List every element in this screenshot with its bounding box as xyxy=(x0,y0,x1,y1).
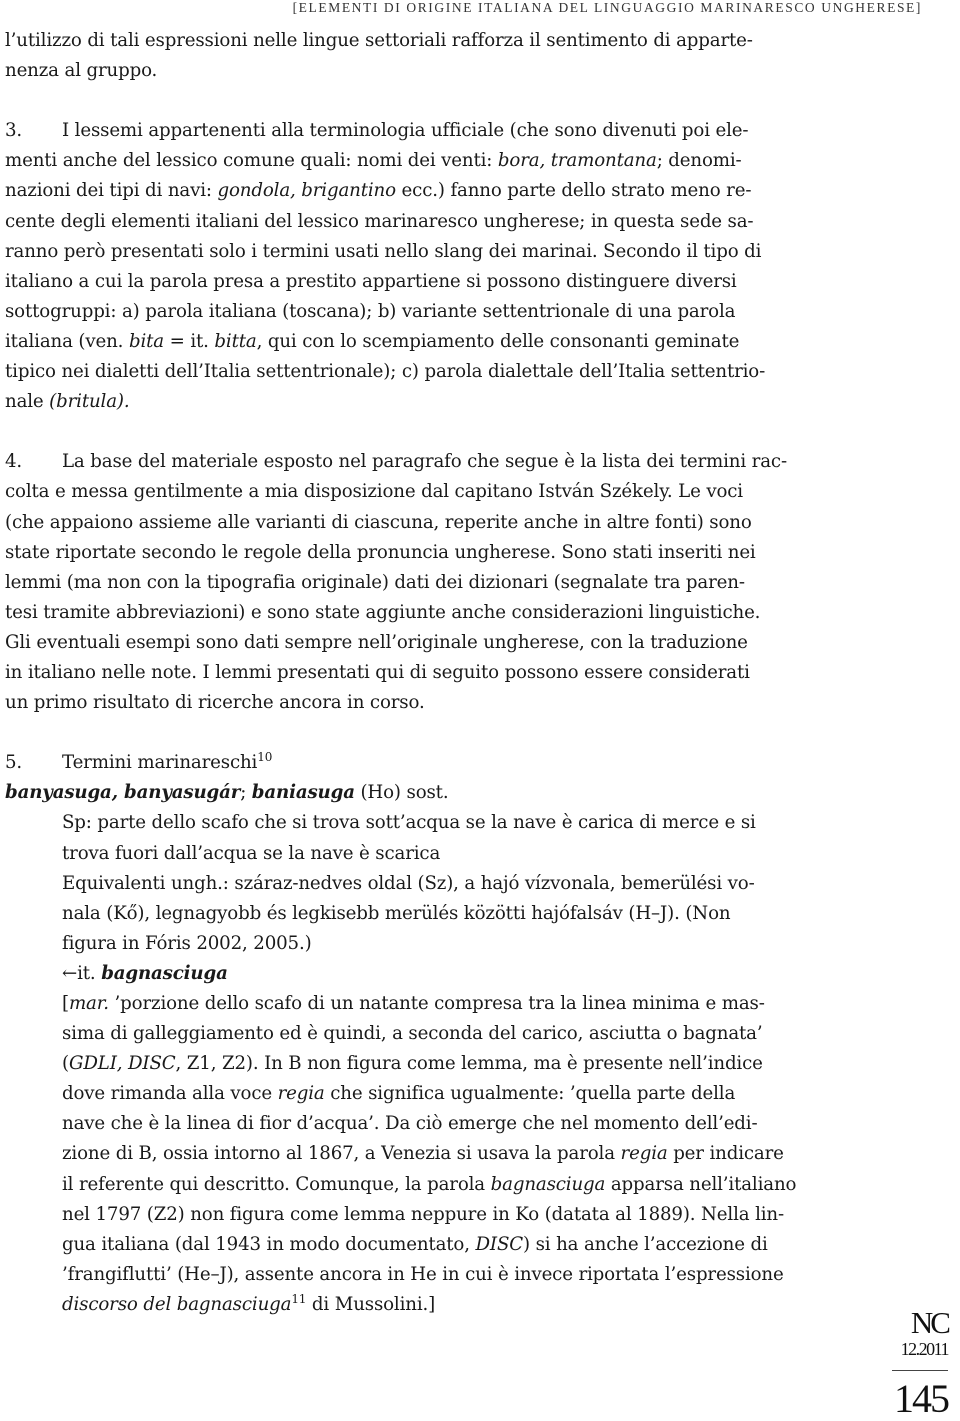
section-4-line: (che appaiono assieme alle varianti di ciascuna, reperite anche in altre fonti) sono xyxy=(5,511,752,533)
running-head: [ELEMENTI DI ORIGINE ITALIANA DEL LINGUAGGIO MARINARESCO UNGHERESE] xyxy=(292,0,922,15)
italic-run: bagnasciuga xyxy=(490,1173,606,1195)
text-run: , qui con lo scempiamento delle consonanti geminate xyxy=(256,330,740,352)
italic-run: DISC xyxy=(475,1233,524,1255)
text-run: nale xyxy=(5,391,50,413)
text-run: dove rimanda alla voce xyxy=(62,1083,278,1105)
text-run: it. xyxy=(77,962,102,984)
etymon: bagnasciuga xyxy=(101,962,228,984)
italic-run: regia xyxy=(620,1143,668,1165)
entry-equivalents-line: figura in Fóris 2002, 2005.) xyxy=(62,932,312,954)
text-run: , Z1, Z2). In B non figura come lemma, ma è presente nell’indice xyxy=(175,1053,763,1075)
divider xyxy=(892,1370,948,1371)
entry-comment-line: ’frangiflutti’ (He–J), assente ancora in He in cui è invece riportata l’espressione xyxy=(62,1263,784,1285)
section-5-title: Termini marinareschi xyxy=(62,752,258,774)
text-run: gua italiana (dal 1943 in modo documentato, xyxy=(62,1233,476,1255)
headword: banyasuga, banyasugár xyxy=(5,782,241,804)
section-3-line xyxy=(5,327,843,357)
journal-colophon xyxy=(892,1305,948,1421)
body-text xyxy=(5,26,843,1320)
headword: baniasuga xyxy=(251,782,355,804)
italic-run: mar. xyxy=(68,993,109,1014)
entry-comment-line xyxy=(5,1230,843,1260)
text-run: (Ho) sost. xyxy=(354,782,449,804)
left-arrow-icon: ← xyxy=(62,962,78,984)
italic-run: discorso del bagnasciuga xyxy=(62,1293,292,1315)
entry-comment-line xyxy=(5,1079,843,1109)
entry-comment-line: nel 1797 (Z2) non figura come lemma neppure in Ko (datata al 1889). Nella lin- xyxy=(62,1203,784,1225)
section-4-line: Gli eventuali esempi sono dati sempre nell’originale ungherese, con la traduzione xyxy=(5,631,748,653)
section-3-line: ranno però presentati solo i termini usati nello slang dei marinai. Secondo il tipo di xyxy=(5,240,762,262)
section-4-line: state riportate secondo le regole della pronuncia ungherese. Sono stati inseriti nei xyxy=(5,541,756,563)
section-5-number: 5. xyxy=(5,752,23,774)
italic-run: gondola, brigantino xyxy=(217,180,396,202)
text-run: per indicare xyxy=(667,1143,784,1165)
text-run: I lessemi appartenenti alla terminologia ufficiale (che sono divenuti poi ele- xyxy=(62,120,749,142)
intro-line: nenza al gruppo. xyxy=(5,60,158,82)
text-run: apparsa nell’italiano xyxy=(605,1173,797,1195)
text-run: il referente qui descritto. Comunque, la parola xyxy=(62,1173,491,1195)
section-3-line: italiano a cui la parola presa a prestito appartiene si possono distinguere diversi xyxy=(5,270,737,292)
italic-run: regia xyxy=(277,1083,325,1105)
section-4-line: un primo risultato di ricerche ancora in corso. xyxy=(5,692,425,714)
text-run: di Mussolini.] xyxy=(306,1293,436,1315)
entry-comment-line xyxy=(5,989,843,1019)
section-5-heading xyxy=(5,748,843,778)
text-run: ; denomi- xyxy=(656,150,742,172)
section-4-line: colta e messa gentilmente a mia disposizione dal capitano István Székely. Le voci xyxy=(5,481,743,503)
italic-run: (britula). xyxy=(49,391,130,413)
entry-headword xyxy=(5,778,843,808)
text-run: = it. xyxy=(163,330,215,352)
text-run: che significa ugualmente: ’quella parte della xyxy=(324,1083,736,1105)
section-3-line xyxy=(5,146,843,176)
section-3-line xyxy=(5,176,843,206)
entry-definition-line: trova fuori dall’acqua se la nave è scarica xyxy=(62,842,441,864)
text-run: [ xyxy=(62,993,69,1014)
section-4-line: tesi tramite abbreviazioni) e sono state aggiunte anche considerazioni linguistiche. xyxy=(5,601,761,623)
italic-run: bita xyxy=(128,330,164,352)
section-4-line: in italiano nelle note. I lemmi presentati qui di seguito possono essere considerati xyxy=(5,661,750,683)
entry-etymology xyxy=(5,959,843,989)
section-4-number: 4. xyxy=(5,451,23,473)
section-3-line: sottogruppi: a) parola italiana (toscana); b) variante settentrionale di una parola xyxy=(5,300,736,322)
entry-comment-line xyxy=(5,1170,843,1200)
entry-comment-line: sima di galleggiamento ed è quindi, a seconda del carico, asciutta o bagnata’ xyxy=(62,1023,763,1045)
text-run: ) si ha anche l’accezione di xyxy=(523,1233,768,1255)
text-run: ecc.) fanno parte dello strato meno re- xyxy=(395,180,752,202)
italic-run: bitta xyxy=(214,330,257,352)
entry-comment-line xyxy=(5,1049,843,1079)
entry-equivalents-line: Equivalenti ungh.: száraz-nedves oldal (Sz), a hajó vízvonala, bemerülési vo- xyxy=(62,872,755,894)
entry-definition-line: Sp: parte dello scafo che si trova sott’acqua se la nave è carica di merce e si xyxy=(62,812,756,834)
footnote-ref: 11 xyxy=(291,1291,307,1306)
journal-issue: 12.2011 xyxy=(900,1339,948,1359)
section-3-line xyxy=(5,116,843,146)
text-run: italiana (ven. xyxy=(5,330,129,352)
italic-run: GDLI, DISC xyxy=(68,1053,176,1075)
section-3-line: cente degli elementi italiani del lessico marinaresco ungherese; in questa sede sa- xyxy=(5,210,754,232)
text-run: menti anche del lessico comune quali: nomi dei venti: xyxy=(5,150,498,172)
italic-run: bora, tramontana xyxy=(497,150,657,172)
entry-comment-line xyxy=(5,1139,843,1169)
entry-equivalents-line: nala (Kő), legnagyobb és legkisebb merülés közötti hajófalsáv (H–J). (Non xyxy=(62,902,731,924)
section-4-line: lemmi (ma non con la tipografia originale) dati dei dizionari (segnalate tra paren- xyxy=(5,571,745,593)
footnote-ref: 10 xyxy=(257,750,273,765)
text-run: La base del materiale esposto nel paragrafo che segue è la lista dei termini rac- xyxy=(62,451,787,473)
text-run: nazioni dei tipi di navi: xyxy=(5,180,218,202)
page-number: 145 xyxy=(894,1376,948,1421)
text-run: zione di B, ossia intorno al 1867, a Venezia si usava la parola xyxy=(62,1143,621,1165)
entry-comment-line: nave che è la linea di fior d’acqua’. Da ciò emerge che nel momento dell’edi- xyxy=(62,1113,758,1135)
section-4-line xyxy=(5,447,843,477)
text-run: ( xyxy=(62,1053,69,1075)
text-run: ’porzione dello scafo di un natante compresa tra la linea minima e mas- xyxy=(108,993,765,1014)
section-3-line: tipico nei dialetti dell’Italia settentrionale); c) parola dialettale dell’Italia settentrio- xyxy=(5,361,766,383)
journal-logo: NC xyxy=(910,1305,948,1340)
entry-comment-line xyxy=(5,1290,843,1320)
section-3-number: 3. xyxy=(5,120,23,142)
intro-line: l’utilizzo di tali espressioni nelle lingue settoriali rafforza il sentimento di apparte- xyxy=(5,30,753,51)
text-run: ; xyxy=(240,782,252,804)
section-3-line xyxy=(5,387,843,417)
